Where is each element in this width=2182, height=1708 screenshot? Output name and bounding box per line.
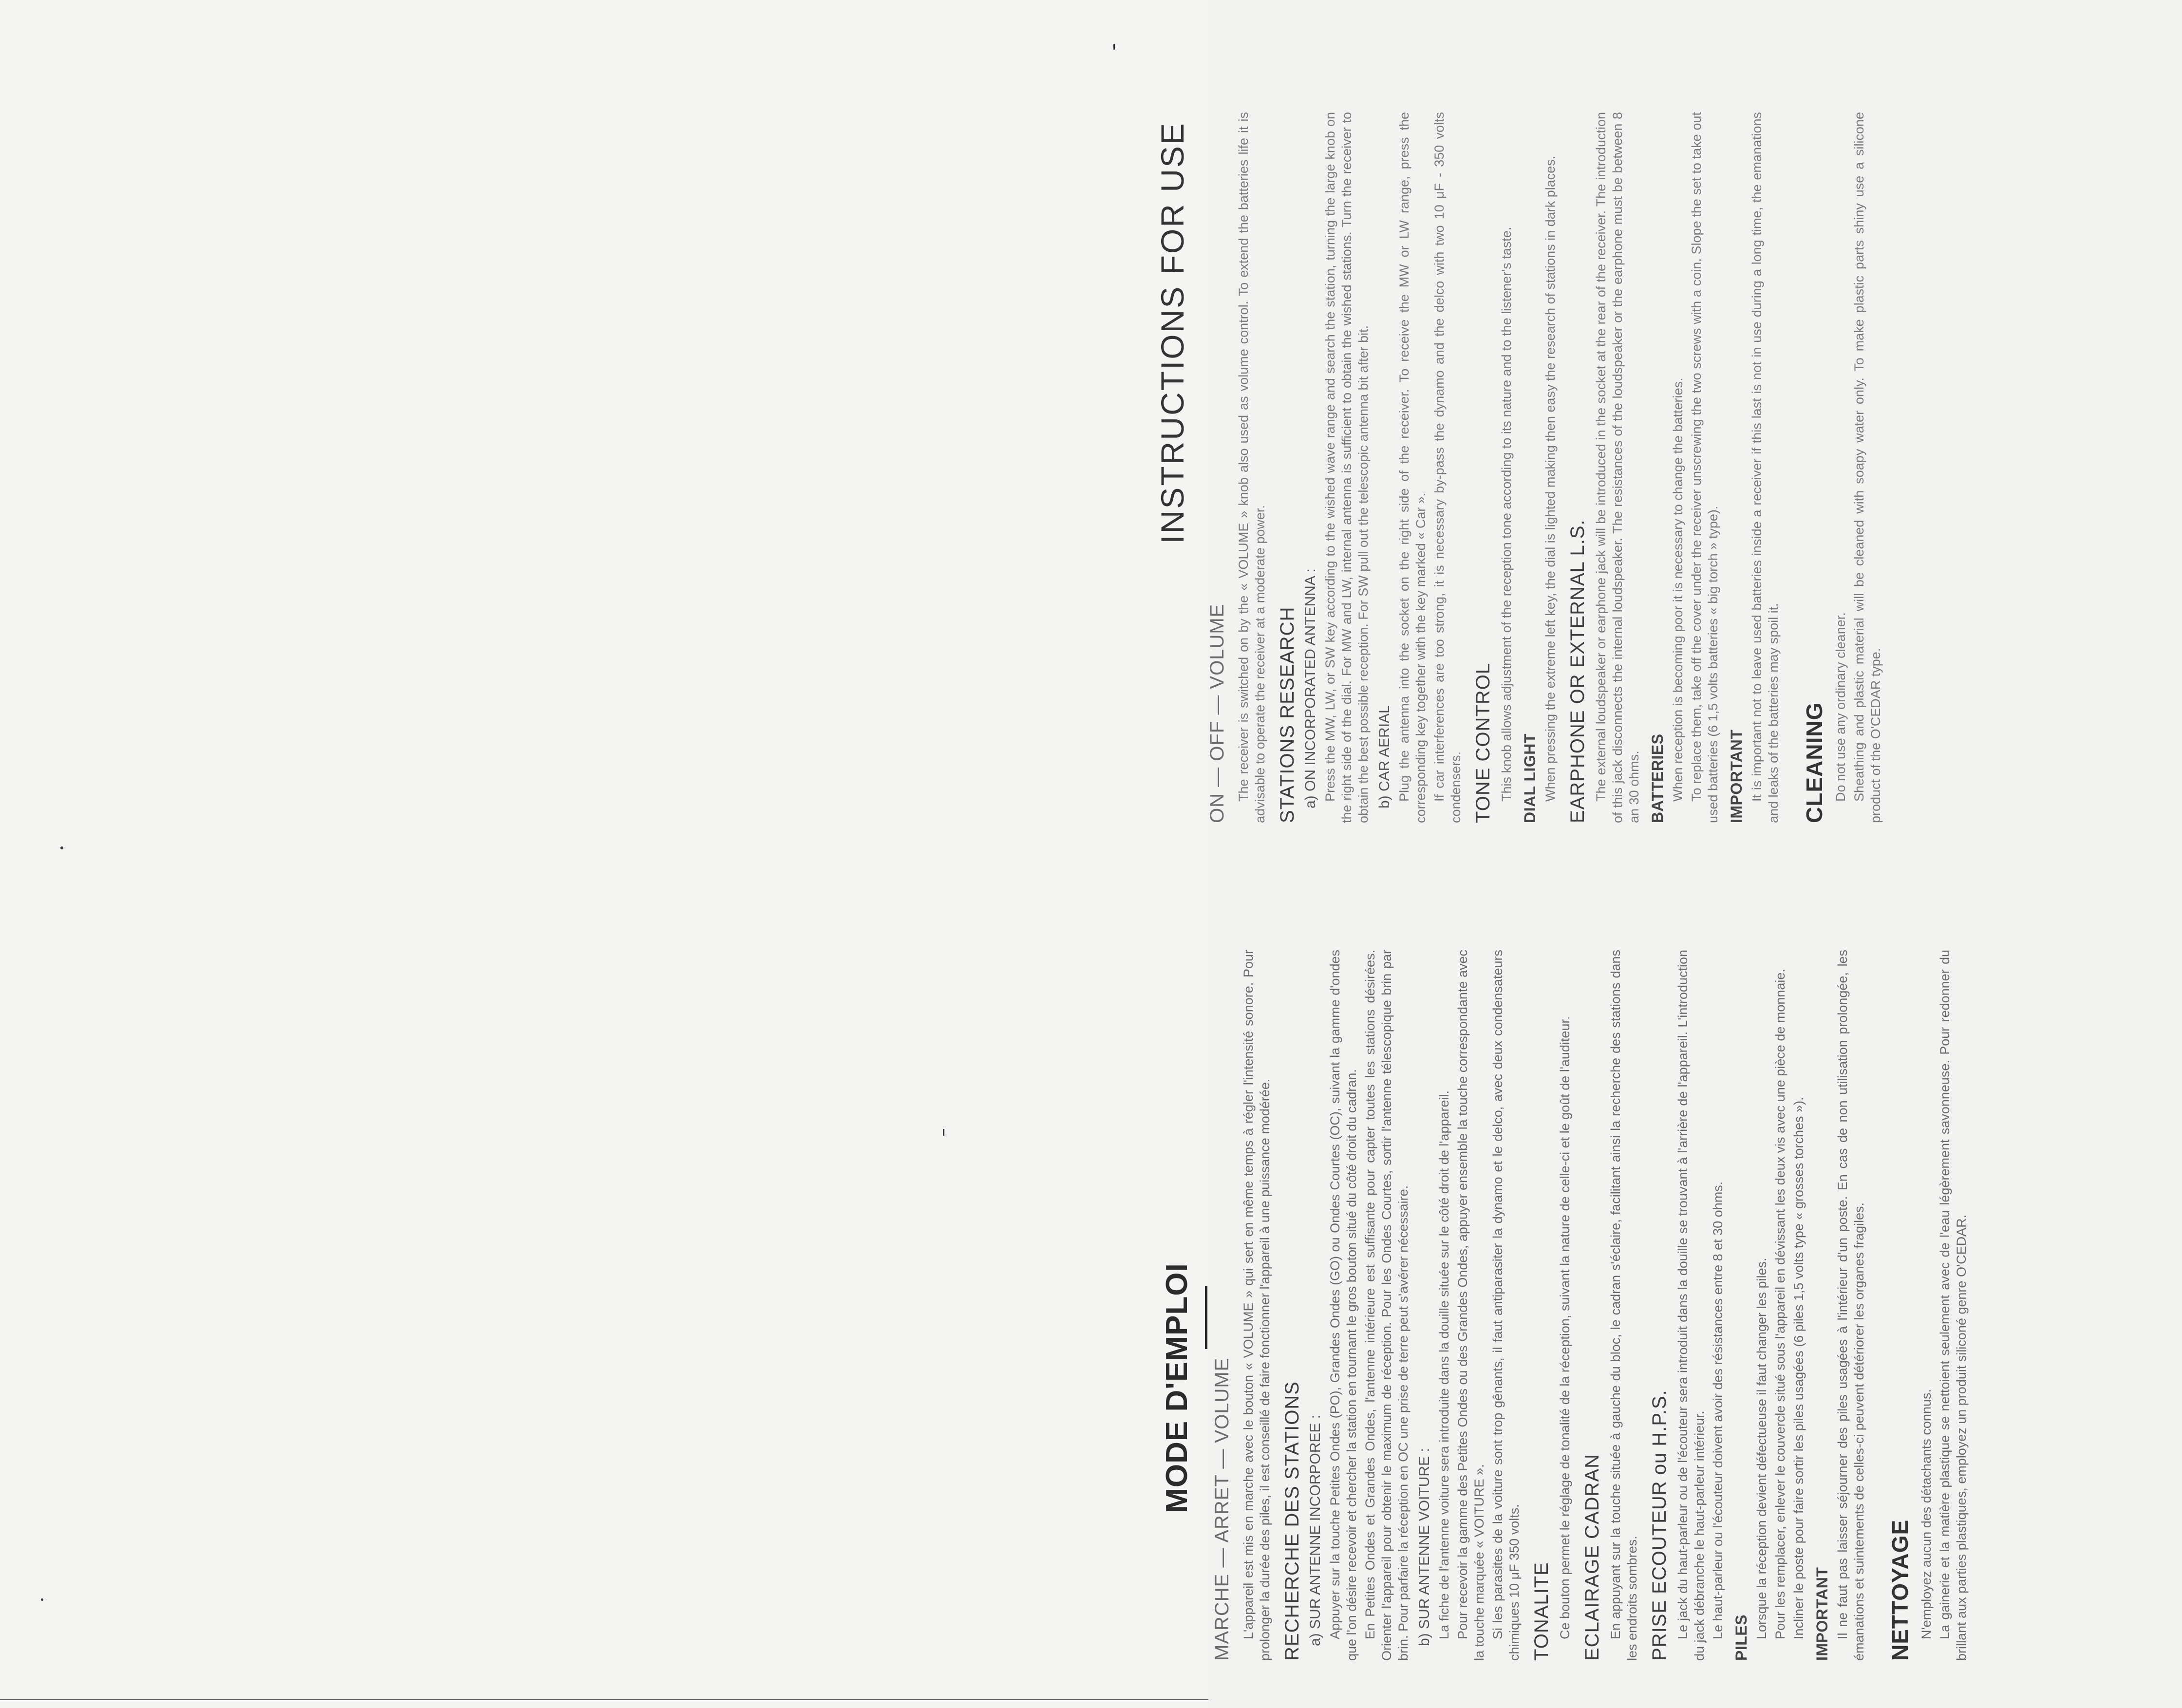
paragraph: To replace them, take off the cover under the receiver unscrewing the two screws with a coin. Slope the set to take out used batteries (6 1,5 volts batteries « big torch » type). xyxy=(1689,112,1720,823)
section-heading: CLEANING xyxy=(1802,702,1827,823)
scan-edge-mark xyxy=(1205,1286,1207,1349)
section-heading: a) ON INCORPORATED ANTENNA : xyxy=(1302,568,1318,808)
paragraph: Incliner le poste pour faire sortir les piles usagées (6 piles 1,5 volts type « grosses torches »). xyxy=(1791,1097,1806,1639)
paragraph: Le jack du haut-parleur ou de l'écouteur sera introduit dans la douille se trouvant à l'arrière de l'appareil. L'introduction du jack débranche le haut-parleur intérieur. xyxy=(1675,950,1707,1661)
paragraph: Le haut-parleur ou l'écouteur doivent avoir des résistances entre 8 et 30 ohms. xyxy=(1711,1181,1725,1639)
section-heading: TONALITE xyxy=(1531,1562,1552,1661)
english-column xyxy=(1135,112,2182,823)
paragraph: Si les parasites de la voiture sont trop gênants, il faut antiparasiter la dynamo et le delco, avec deux condensateurs chimiques 10 μF 350 volts. xyxy=(1490,950,1522,1661)
paragraph: This knob allows adjustment of the reception tone according to its nature and to the listener's taste. xyxy=(1499,226,1514,802)
paragraph: N'employez aucun des détachants connus. xyxy=(1919,1389,1934,1639)
scan-edge-line xyxy=(0,1699,1208,1700)
paragraph: Ce bouton permet le réglage de tonalité de la réception, suivant la nature de celle-ci et le goût de l'auditeur. xyxy=(1558,1016,1572,1639)
french-title: MODE D'EMPLOI xyxy=(1160,1263,1194,1513)
section-heading: ON — OFF — VOLUME xyxy=(1206,603,1228,823)
paragraph: La fiche de l'antenne voiture sera introduite dans la douille située sur le côté droit de l'appareil. xyxy=(1437,1090,1451,1639)
section-heading: b) SUR ANTENNE VOITURE : xyxy=(1416,1448,1432,1646)
paragraph: When pressing the extreme left key, the dial is lighted making then easy the research of stations in dark places. xyxy=(1543,155,1558,802)
paragraph: La gainerie et la matière plastique se nettoient seulement avec de l'eau légèrement savonneuse. Pour redonner du brillant aux parties plastiques, employez un produit siliconé genre O'CEDAR. xyxy=(1937,950,1969,1661)
paragraph: Pour recevoir la gamme des Petites Ondes ou des Grandes Ondes, appuyer ensemble la touche correspondante avec la touche marquée « VOITURE ». xyxy=(1455,950,1486,1661)
section-heading: DIAL LIGHT xyxy=(1521,733,1539,823)
section-heading: PILES xyxy=(1732,1614,1750,1661)
section-heading: RECHERCHE DES STATIONS xyxy=(1281,1381,1303,1661)
section-heading: a) SUR ANTENNE INCORPOREE : xyxy=(1307,1414,1323,1646)
dust-speck xyxy=(1113,44,1115,50)
paragraph: It is important not to leave used batteries inside a receiver if this last is not in use during a long time, the emanations and leaks of the batteries may spoil it. xyxy=(1749,112,1781,823)
paragraph: Sheathing and plastic material will be cleaned with soapy water only. To make plastic parts shiny use a silicone product of the O'CEDAR type. xyxy=(1852,112,1883,823)
section-heading: MARCHE — ARRET — VOLUME xyxy=(1211,1357,1233,1661)
section-heading: b) CAR AERIAL xyxy=(1376,705,1392,808)
section-heading: NETTOYAGE xyxy=(1887,1519,1913,1661)
paragraph: Il ne faut pas laisser séjourner des piles usagées à l'intérieur d'un poste. En cas de non utilisation prolongée, les émanations et suintements de celles-ci peuvent détériorer les organes fragiles. xyxy=(1835,950,1866,1661)
paragraph: En appuyant sur la touche située à gauche du bloc, le cadran s'éclaire, facilitant ainsi la recherche des stations dans les endroits sombres. xyxy=(1608,950,1639,1661)
section-heading: TONE CONTROL xyxy=(1472,662,1494,823)
section-heading: STATIONS RESEARCH xyxy=(1277,606,1298,823)
paragraph: The receiver is switched on by the « VOLUME » knob also used as volume control. To extend the batteries life it is advisable to operate the receiver at a moderate power. xyxy=(1236,112,1267,823)
paragraph: Pour les remplacer, enlever le couvercle situé sous l'appareil en dévissant les deux vis avec une pièce de monnaie. xyxy=(1773,969,1787,1639)
paragraph: Press the MW, LW, or SW key according to the wished wave range and search the station, turning the large knob on the right side of the dial. For MW and LW, internal antenna is sufficient to obtain the wished stations. Turn the receiver to obtain the best possible reception. For SW pull out the telescopic antenna bit after bit. xyxy=(1323,112,1371,823)
paragraph: En Petites Ondes et Grandes Ondes, l'antenne intérieure est suffisante pour capter toutes les stations désirées. Orienter l'appareil pour obtenir le maximum de réception. Pour les Ondes Courtes, sortir l'antenne télescopique brin par brin. Pour parfaire la réception en OC une prise de terre peut s'avérer nécessaire. xyxy=(1363,950,1411,1661)
paragraph: Plug the antenna into the socket on the right side of the receiver. To receive the MW or LW range, press the corresponding key together with the key marked « Car ». xyxy=(1397,112,1428,823)
paragraph: When reception is becoming poor it is necessary to change the batteries. xyxy=(1671,377,1685,802)
section-heading: IMPORTANT xyxy=(1728,729,1745,823)
english-body xyxy=(1206,112,1884,823)
section-heading: PRISE ECOUTEUR ou H.P.S. xyxy=(1649,1389,1670,1661)
french-column xyxy=(1135,950,2182,1661)
paragraph: Do not use any ordinary cleaner. xyxy=(1833,612,1848,802)
english-title: INSTRUCTIONS FOR USE xyxy=(1154,122,1190,544)
paragraph: Appuyer sur la touche Petites Ondes (PO), Grandes Ondes (GO) ou Ondes Courtes (OC), suivant la gamme d'ondes que l'on désire recevoir et chercher la station en tournant le gros bouton situé du côté droit du cadran. xyxy=(1328,950,1359,1661)
dust-speck xyxy=(41,1598,43,1601)
paragraph: The external loudspeaker or earphone jack will be introduced in the socket at the rear of the receiver. The introduction of this jack disconnects the internal loudspeaker. The resistances of the loudspeaker or the earphone must be between 8 an 30 ohms. xyxy=(1594,112,1641,823)
dust-speck xyxy=(60,846,63,849)
section-heading: ECLAIRAGE CADRAN xyxy=(1581,1454,1603,1661)
paragraph: If car interferences are too strong, it is necessary by-pass the dynamo and the delco with two 10 μF - 350 volts condensers. xyxy=(1432,112,1463,823)
paragraph: Lorsque la réception devient défectueuse il faut changer les piles. xyxy=(1754,1258,1769,1639)
section-heading: IMPORTANT xyxy=(1813,1567,1831,1661)
dust-speck xyxy=(943,1129,944,1136)
section-heading: BATTERIES xyxy=(1649,733,1666,823)
section-heading: EARPHONE OR EXTERNAL L.S. xyxy=(1567,519,1588,823)
paragraph: L'appareil est mis en marche avec le bouton « VOLUME » qui sert en même temps à régler l'intensité sonore. Pour prolonger la durée des piles, il est conseillé de faire fonctionner l'appareil à une puissance modérée. xyxy=(1241,950,1272,1661)
french-body xyxy=(1211,950,1970,1661)
rotated-content xyxy=(1135,44,2182,1661)
